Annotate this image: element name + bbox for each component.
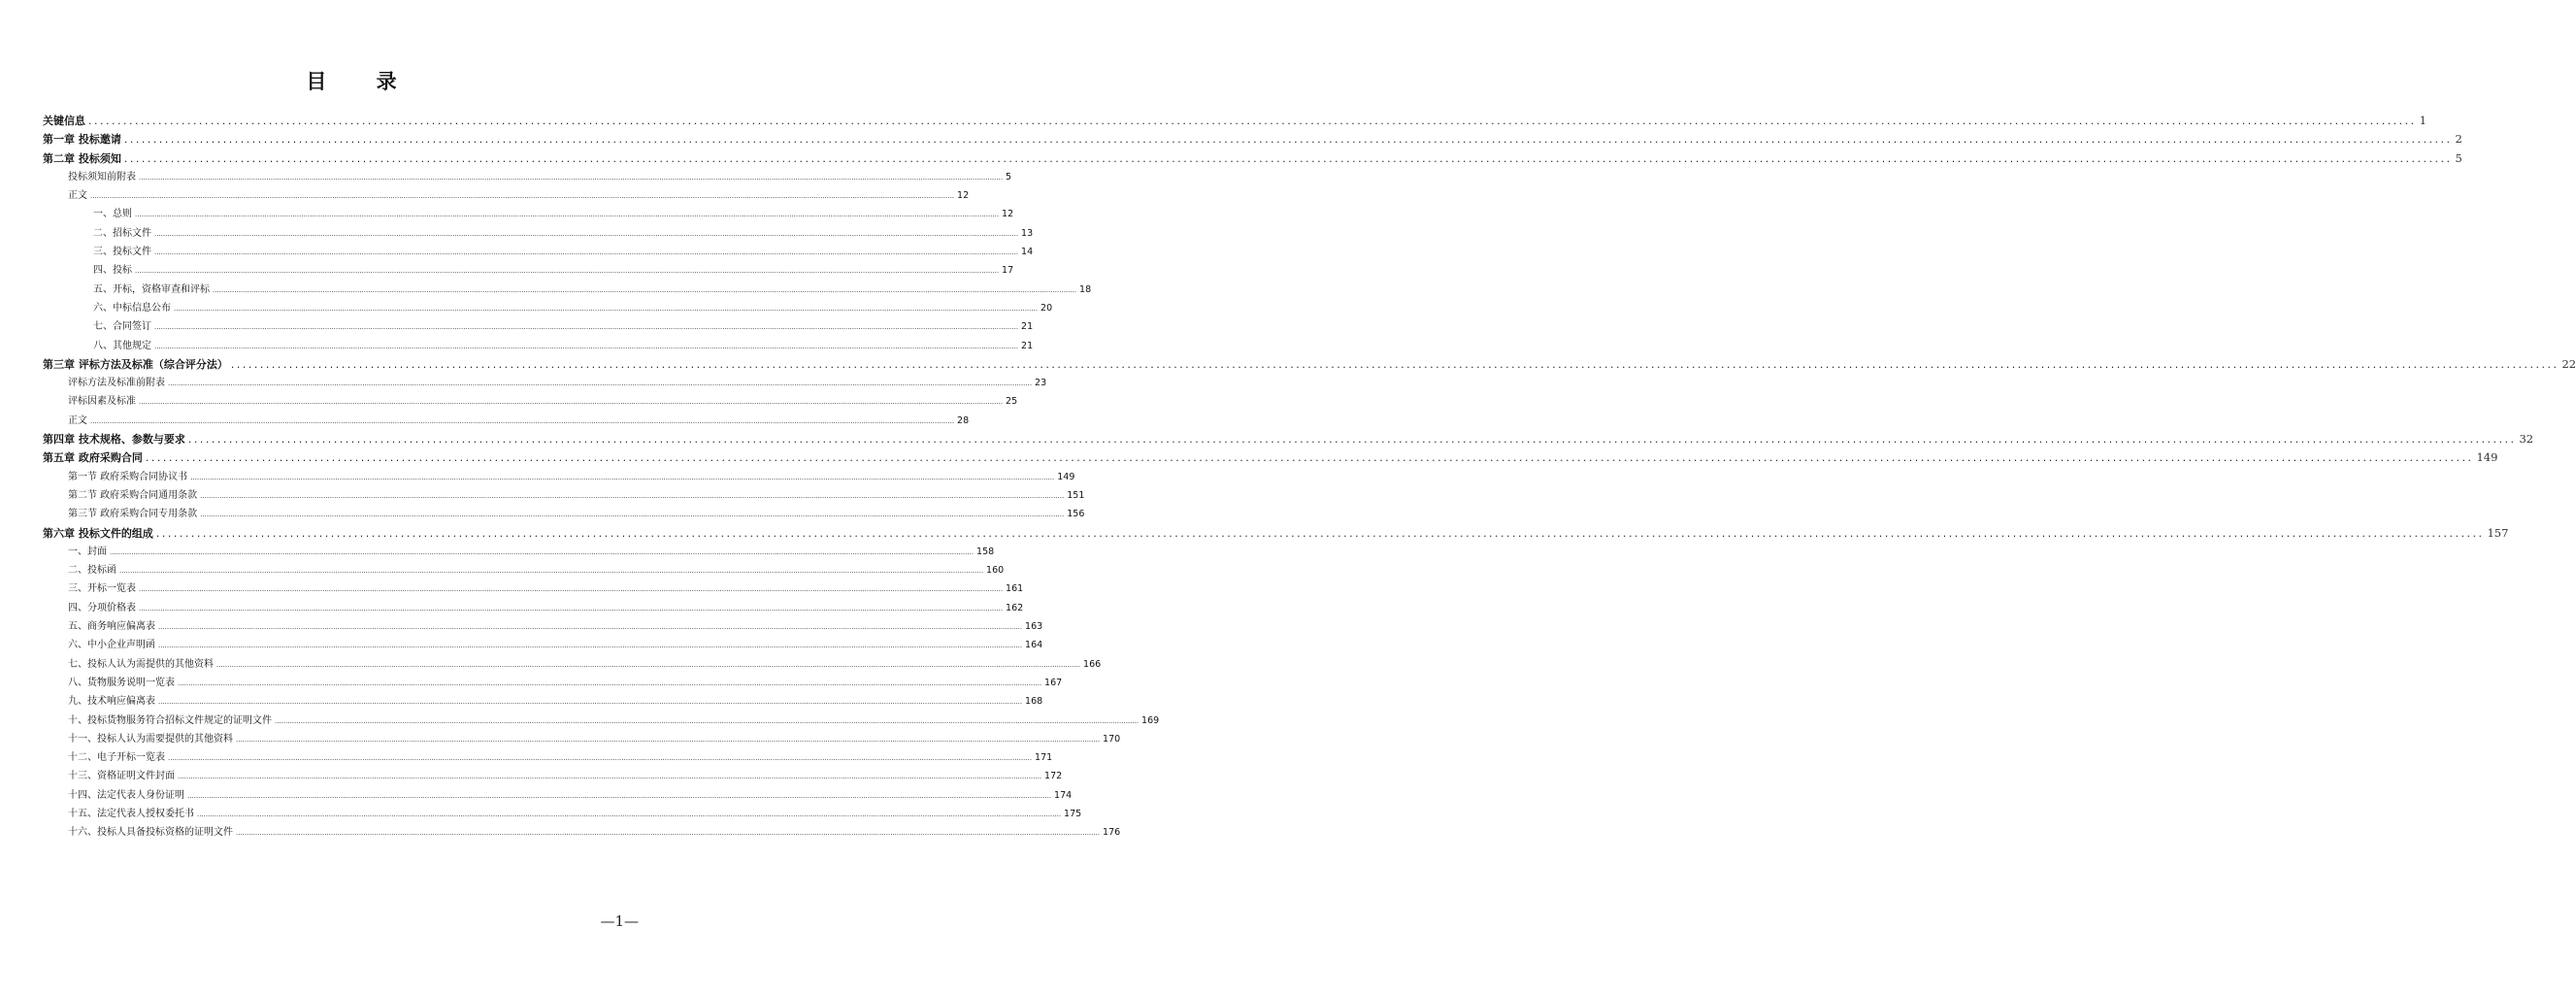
toc-entry-page: 174 (1054, 789, 1073, 801)
toc-entry[interactable] (43, 524, 2509, 543)
toc-leader-dots: ................................................................................................................................................................................................................................................................................................................................................................................................................ (154, 342, 1019, 350)
toc-leader-dots: ................................................................................................................................................................................................................................................................................................................................................................................................................ (139, 585, 1004, 594)
toc-entry-title: 八、货物服务说明一览表 (68, 677, 175, 688)
toc-entry-title: 六、中标信息公布 (93, 302, 171, 314)
toc-entry-title: 三、开标一览表 (68, 583, 136, 595)
toc-entry-title: 二、招标文件 (93, 227, 151, 239)
toc-entry-title: 十三、资格证明文件封面 (68, 771, 175, 782)
toc-entry-title: 评标方法及标准前附表 (68, 378, 165, 389)
toc-entry[interactable] (43, 505, 1085, 523)
toc-entry-page: 156 (1067, 509, 1085, 520)
toc-entry[interactable] (43, 355, 2576, 374)
toc-leader-dots: ................................................................................................................................................................................................................................................................................................................................................................................................................ (158, 623, 1023, 632)
toc-entry[interactable] (43, 748, 1053, 767)
toc-entry-title: 七、合同签订 (93, 321, 151, 333)
toc-entry[interactable] (43, 561, 1005, 580)
toc-entry-title: 七、投标人认为需提供的其他资料 (68, 658, 214, 670)
toc-leader-dots: ................................................................................................................................................................................................................................................................................................................................................................................................................ (213, 285, 1077, 294)
toc-entry-title: 关键信息 (43, 115, 85, 127)
toc-entry-title: 第三节 政府采购合同专用条款 (68, 509, 198, 520)
toc-leader-dots: ................................................................................................................................................................................................................................................................................................................................................................................................................ (168, 380, 1033, 388)
toc-entry-title: 第四章 技术规格、参数与要求 (43, 433, 185, 447)
toc-entry-page: 163 (1025, 621, 1043, 633)
toc-entry[interactable] (43, 655, 1102, 674)
toc-entry-page: 149 (2476, 450, 2498, 465)
toc-entry-title: 四、分项价格表 (68, 602, 136, 613)
toc-entry-title: 五、开标，资格审查和评标 (93, 283, 210, 295)
toc-entry[interactable] (43, 805, 1082, 823)
toc-entry-page: 25 (1006, 396, 1018, 408)
toc-entry[interactable] (43, 692, 1043, 711)
toc-entry-title: 八、其他规定 (93, 340, 151, 351)
toc-entry[interactable] (43, 317, 1034, 336)
toc-entry-page: 151 (1067, 489, 1085, 501)
toc-leader-dots: ................................................................................................................................................................................................................................................................................................................................................................................................................ (145, 451, 2474, 465)
toc-entry-page: 164 (1025, 640, 1043, 651)
toc-entry[interactable] (43, 486, 1085, 505)
toc-entry-page: 176 (1103, 827, 1121, 839)
toc-entry-title: 正文 (68, 414, 87, 426)
toc-entry-title: 一、总则 (93, 209, 132, 220)
toc-entry-title: 第二节 政府采购合同通用条款 (68, 489, 198, 501)
toc-entry-title: 十二、电子开标一览表 (68, 752, 165, 764)
toc-leader-dots: ................................................................................................................................................................................................................................................................................................................................................................................................................ (158, 642, 1023, 650)
toc-entry[interactable] (43, 261, 1014, 280)
toc-entry[interactable] (43, 712, 1160, 730)
toc-leader-dots: ................................................................................................................................................................................................................................................................................................................................................................................................................ (200, 491, 1065, 500)
toc-entry-page: 21 (1021, 321, 1034, 333)
toc-entry-page: 149 (1057, 471, 1075, 482)
toc-entry-page: 158 (976, 546, 995, 557)
toc-entry-title: 五、商务响应偏离表 (68, 621, 155, 633)
toc-leader-dots: ................................................................................................................................................................................................................................................................................................................................................................................................................ (154, 323, 1019, 332)
toc-leader-dots: ................................................................................................................................................................................................................................................................................................................................................................................................................ (216, 660, 1081, 669)
toc-entry-page: 17 (1002, 265, 1014, 277)
toc-leader-dots: ................................................................................................................................................................................................................................................................................................................................................................................................................ (275, 716, 1139, 725)
toc-leader-dots: ................................................................................................................................................................................................................................................................................................................................................................................................................ (187, 791, 1052, 800)
toc-entry-title: 十、投标货物服务符合招标文件规定的证明文件 (68, 714, 272, 726)
toc-entry-page: 160 (986, 565, 1005, 577)
toc-entry-title: 评标因素及标准 (68, 396, 136, 408)
toc-entry[interactable] (43, 392, 1018, 411)
toc-entry-page: 169 (1141, 714, 1160, 726)
toc-entry-page: 2 (2455, 132, 2462, 147)
toc-entry[interactable] (43, 299, 1053, 317)
toc-entry-page: 32 (2519, 432, 2534, 447)
toc-leader-dots: ................................................................................................................................................................................................................................................................................................................................................................................................................ (200, 511, 1065, 519)
toc-leader-dots: ................................................................................................................................................................................................................................................................................................................................................................................................................ (119, 567, 984, 576)
toc-entry-page: 18 (1079, 283, 1092, 295)
toc-entry[interactable] (43, 636, 1043, 654)
toc-leader-dots: ................................................................................................................................................................................................................................................................................................................................................................................................................ (190, 473, 1055, 481)
toc-entry[interactable] (43, 543, 995, 561)
toc-entry-title: 二、投标函 (68, 565, 116, 577)
toc-entry[interactable] (43, 130, 2462, 149)
toc-entry[interactable] (43, 599, 1024, 617)
toc-entry[interactable] (43, 468, 1075, 486)
toc-leader-dots: ................................................................................................................................................................................................................................................................................................................................................................................................................ (236, 735, 1101, 744)
toc-entry-page: 12 (1002, 209, 1014, 220)
toc-leader-dots: ................................................................................................................................................................................................................................................................................................................................................................................................................ (178, 679, 1042, 687)
toc-leader-dots: ................................................................................................................................................................................................................................................................................................................................................................................................................ (230, 357, 2559, 371)
toc-leader-dots: ................................................................................................................................................................................................................................................................................................................................................................................................................ (110, 547, 974, 556)
toc-entry-page: 22 (2561, 356, 2576, 371)
toc-entry-title: 第一节 政府采购合同协议书 (68, 471, 188, 482)
toc-entry[interactable] (43, 243, 1034, 261)
toc-entry[interactable] (43, 337, 1034, 355)
toc-entry[interactable] (43, 186, 970, 205)
toc-entry-title: 正文 (68, 190, 87, 202)
toc-leader-dots: ................................................................................................................................................................................................................................................................................................................................................................................................................ (158, 698, 1023, 707)
toc-entry-title: 一、封面 (68, 546, 107, 557)
toc-entry-page: 23 (1035, 378, 1047, 389)
toc-leader-dots: ................................................................................................................................................................................................................................................................................................................................................................................................................ (178, 773, 1042, 781)
toc-entry-title: 第三章 评标方法及标准（综合评分法） (43, 357, 228, 371)
toc-entry[interactable] (43, 674, 1063, 692)
toc-leader-dots: ................................................................................................................................................................................................................................................................................................................................................................................................................ (123, 133, 2453, 147)
toc-leader-dots: ................................................................................................................................................................................................................................................................................................................................................................................................................ (90, 192, 955, 201)
toc-entry-title: 十四、法定代表人身份证明 (68, 789, 184, 801)
toc-entry[interactable] (43, 730, 1121, 748)
toc-entry-page: 168 (1025, 696, 1043, 708)
toc-entry[interactable] (43, 374, 1047, 392)
toc-leader-dots: ................................................................................................................................................................................................................................................................................................................................................................................................................ (90, 416, 955, 425)
toc-entry-title: 三、投标文件 (93, 247, 151, 258)
toc-entry-page: 28 (957, 414, 970, 426)
toc-entry-title: 第五章 政府采购合同 (43, 451, 143, 465)
toc-leader-dots: ................................................................................................................................................................................................................................................................................................................................................................................................................ (154, 248, 1019, 257)
toc-entry-page: 20 (1040, 302, 1053, 314)
toc-entry-page: 21 (1021, 340, 1034, 351)
toc-leader-dots: ................................................................................................................................................................................................................................................................................................................................................................................................................ (187, 433, 2517, 447)
toc-entry-page: 13 (1021, 227, 1034, 239)
toc-leader-dots: ................................................................................................................................................................................................................................................................................................................................................................................................................ (154, 229, 1019, 238)
toc-entry-page: 14 (1021, 247, 1034, 258)
toc-entry[interactable] (43, 205, 1014, 223)
toc-entry[interactable] (43, 281, 1092, 299)
toc-leader-dots: ................................................................................................................................................................................................................................................................................................................................................................................................................ (155, 526, 2485, 540)
toc-entry-page: 167 (1044, 677, 1063, 688)
toc-leader-dots: ................................................................................................................................................................................................................................................................................................................................................................................................................ (139, 604, 1004, 613)
toc-entry-page: 172 (1044, 771, 1063, 782)
toc-entry-page: 166 (1083, 658, 1102, 670)
toc-entry[interactable] (43, 448, 2498, 467)
toc-entry-page: 161 (1006, 583, 1024, 595)
page-number: —1— (600, 912, 639, 930)
toc-entry-title: 九、技术响应偏离表 (68, 696, 155, 708)
toc-entry-page: 175 (1064, 808, 1082, 819)
toc-entry-page: 162 (1006, 602, 1024, 613)
toc-entry[interactable] (43, 617, 1043, 636)
toc-leader-dots: ................................................................................................................................................................................................................................................................................................................................................................................................................ (139, 173, 1004, 182)
toc-entry-page: 5 (1006, 171, 1012, 182)
toc-leader-dots: ................................................................................................................................................................................................................................................................................................................................................................................................................ (123, 151, 2453, 165)
toc-leader-dots: ................................................................................................................................................................................................................................................................................................................................................................................................................ (88, 115, 2417, 127)
toc-entry-title: 投标须知前附表 (68, 171, 136, 182)
toc-entry[interactable] (43, 412, 970, 430)
toc-entry-page: 1 (2419, 114, 2427, 127)
toc-entry[interactable] (43, 786, 1073, 805)
toc-leader-dots: ................................................................................................................................................................................................................................................................................................................................................................................................................ (135, 211, 1000, 219)
toc-entry-title: 六、中小企业声明函 (68, 640, 155, 651)
toc-entry-title: 十五、法定代表人授权委托书 (68, 808, 194, 819)
toc-entry-page: 12 (957, 190, 970, 202)
toc-entry-title: 第六章 投标文件的组成 (43, 526, 153, 540)
toc-leader-dots: ................................................................................................................................................................................................................................................................................................................................................................................................................ (197, 810, 1062, 818)
toc-entry-page: 5 (2455, 150, 2462, 165)
toc-entry-page: 171 (1035, 752, 1053, 764)
toc-leader-dots: ................................................................................................................................................................................................................................................................................................................................................................................................................ (174, 304, 1039, 313)
toc-entry-page: 170 (1103, 733, 1121, 745)
toc-entry-page: 157 (2487, 525, 2509, 540)
toc-entry[interactable] (43, 580, 1024, 598)
page-title: 目 录 (306, 69, 418, 93)
toc-entry[interactable] (43, 430, 2534, 448)
toc-entry-title: 四、投标 (93, 265, 132, 277)
toc-entry[interactable] (43, 224, 1034, 243)
toc-entry-title: 十六、投标人具备投标资格的证明文件 (68, 827, 233, 839)
toc-leader-dots: ................................................................................................................................................................................................................................................................................................................................................................................................................ (168, 754, 1033, 763)
toc-entry-title: 第一章 投标邀请 (43, 133, 121, 147)
toc-leader-dots: ................................................................................................................................................................................................................................................................................................................................................................................................................ (236, 829, 1101, 838)
toc-entry-title: 第二章 投标须知 (43, 151, 121, 165)
toc-entry[interactable] (43, 168, 1012, 186)
toc-entry[interactable] (43, 149, 2462, 168)
table-of-contents (43, 112, 2576, 843)
toc-entry-title: 十一、投标人认为需要提供的其他资料 (68, 733, 233, 745)
toc-leader-dots: ................................................................................................................................................................................................................................................................................................................................................................................................................ (135, 267, 1000, 276)
toc-entry[interactable] (43, 112, 2427, 130)
toc-leader-dots: ................................................................................................................................................................................................................................................................................................................................................................................................................ (139, 398, 1004, 407)
toc-entry[interactable] (43, 767, 1063, 785)
toc-entry[interactable] (43, 823, 1121, 842)
